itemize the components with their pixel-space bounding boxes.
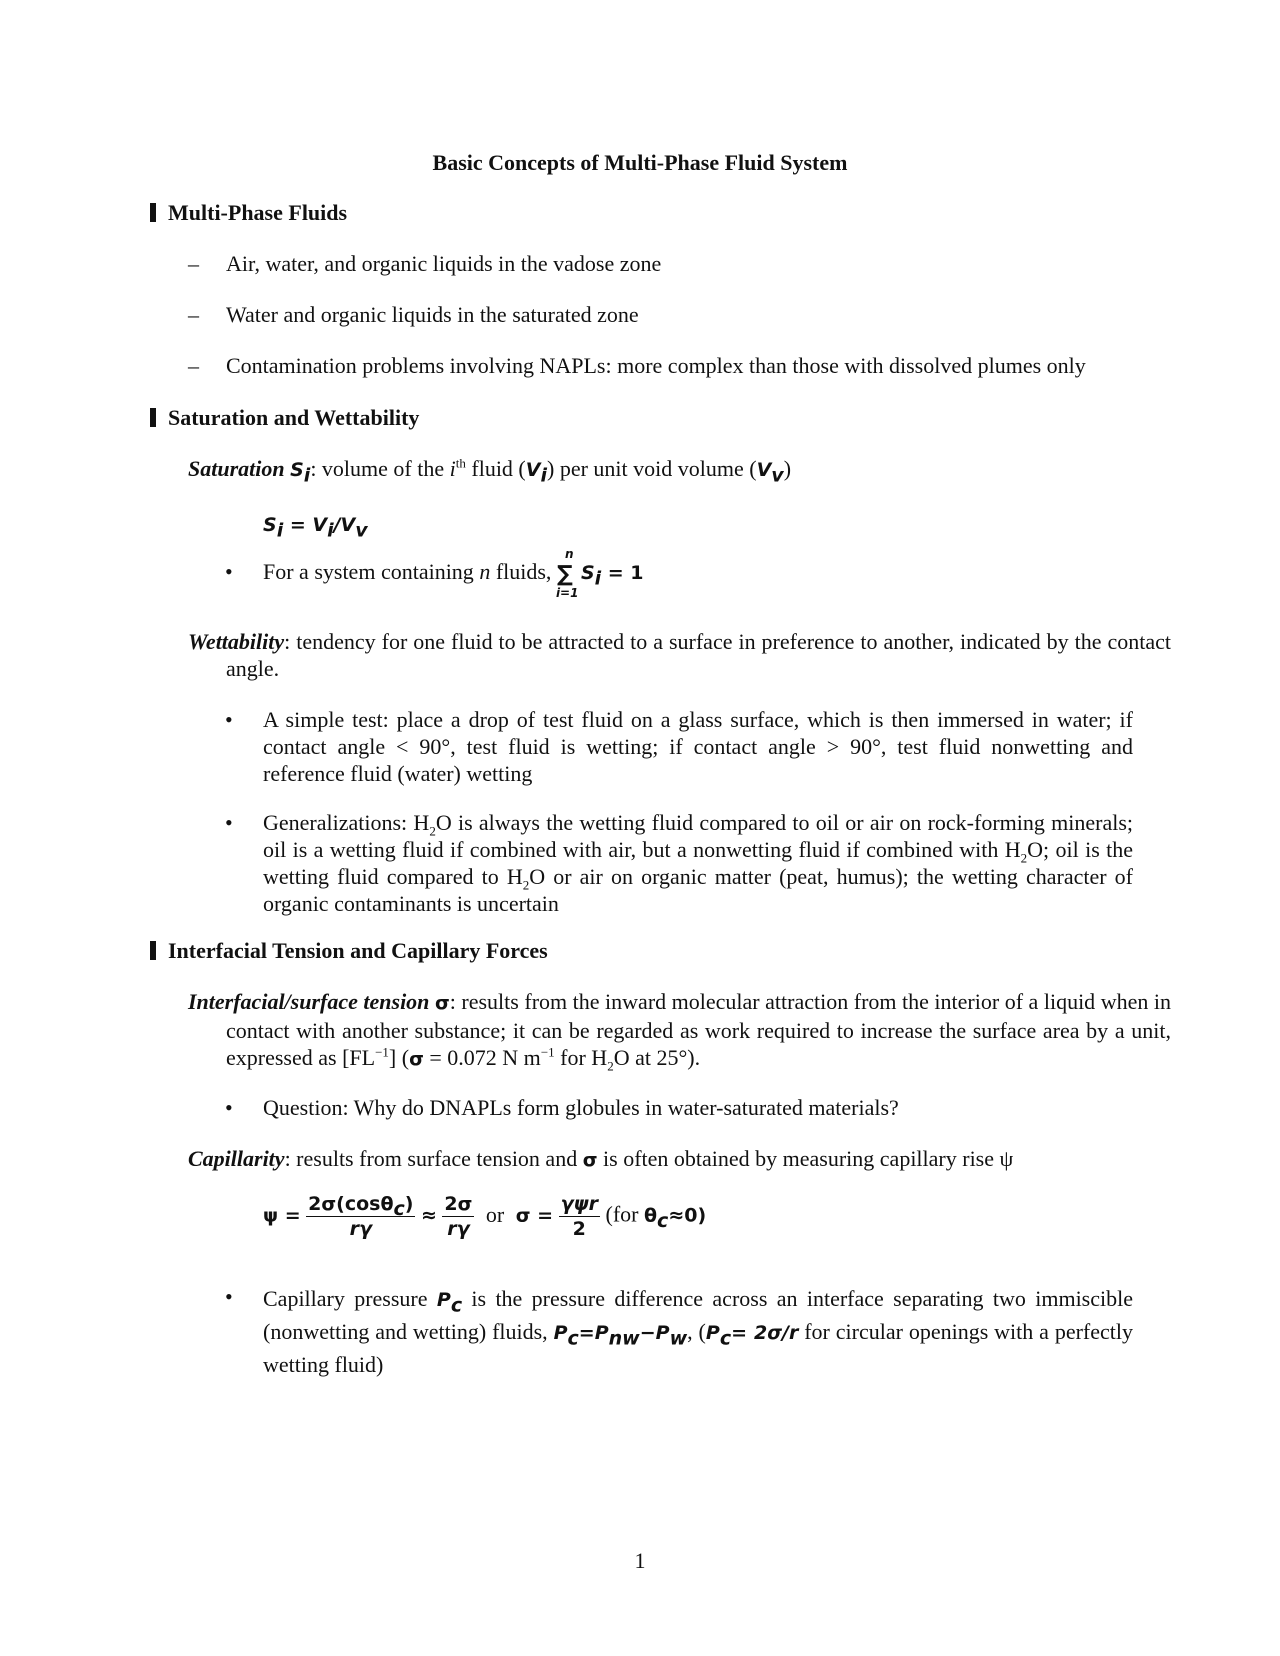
fraction: $\frac{\text{γψr}}{2}$	[560, 1193, 598, 1240]
term: Capillarity	[188, 1146, 285, 1171]
bullet-marker: •	[225, 707, 233, 732]
capillary-rise-equation: ψ = $\frac{2\sigma(\cos\theta_c)}{r\gamma}$ ≈ $\frac{2\sigma}{r\gamma}$ or σ = $\frac{\text{γψr}}{2}$ (for $\theta_c\approx 0$)	[263, 1193, 707, 1240]
summation-symbol: n ∑ i=1	[555, 547, 579, 600]
bullet-marker: •	[225, 559, 233, 584]
wettability-definition: Wettability: tendency for one fluid to be attracted to a surface in preference to another, indicated by the contact angle.	[188, 629, 1171, 681]
section-heading-multiphase	[150, 199, 347, 226]
list-item: Air, water, and organic liquids in the vadose zone	[226, 251, 662, 276]
saturation-definition: Saturation $S_i$: volume of the $i^{th}$ fluid $(V_i)$ per unit void volume $(V_v)$	[188, 455, 792, 487]
section-heading-text: Saturation and Wettability	[168, 405, 420, 430]
saturation-equation: $S_i = V_i/V_v$	[263, 514, 368, 542]
bullet-marker: •	[225, 1095, 233, 1120]
document-title: Basic Concepts of Multi-Phase Fluid System	[432, 150, 848, 175]
capillarity-definition: Capillarity: results from surface tension and σ is often obtained by measuring capillary rise ψ	[188, 1146, 1014, 1171]
wettability-test: A simple test: place a drop of test fluid on a glass surface, which is then immersed in water; if contact angle < 90°, test fluid is wetting; if contact angle > 90°, test fluid nonwetting and reference fluid (water) wetting	[263, 707, 1133, 786]
dash-marker: –	[188, 251, 199, 276]
list-item: Contamination problems involving NAPLs: more complex than those with dissolved plumes only	[226, 353, 1086, 378]
section-heading-saturation	[150, 404, 419, 431]
section-heading-interfacial	[150, 937, 548, 964]
dash-marker: –	[188, 353, 199, 378]
section-bullet-icon	[150, 941, 156, 960]
fraction: $\frac{2\sigma(\cos\theta_c)}{r\gamma}$	[308, 1193, 414, 1240]
list-item: Water and organic liquids in the saturated zone	[226, 302, 639, 327]
bullet-marker: •	[225, 1284, 233, 1309]
term: Saturation	[188, 456, 285, 481]
bullet-marker: •	[225, 810, 233, 835]
sum-rule: For a system containing n fluids, n ∑ i=1 $S_i = 1$	[263, 547, 644, 600]
section-heading-text: Multi-Phase Fluids	[168, 200, 348, 225]
section-heading-text: Interfacial Tension and Capillary Forces	[168, 938, 548, 963]
fraction: $\frac{2\sigma}{r\gamma}$	[444, 1193, 473, 1240]
dnapl-question: Question: Why do DNAPLs form globules in water-saturated materials?	[263, 1095, 899, 1120]
dash-marker: –	[188, 302, 199, 327]
term: Interfacial/surface tension	[188, 989, 430, 1014]
page-number: 1	[634, 1548, 646, 1573]
term: Wettability	[188, 629, 285, 654]
section-bullet-icon	[150, 203, 156, 222]
section-bullet-icon	[150, 408, 156, 427]
interfacial-tension-definition: Interfacial/surface tension σ: results from the inward molecular attraction from the interior of a liquid when in contact with another substance; it can be regarded as work required to increase the surface area by a unit, expressed as $[FL^{-1}] (\sigma = 0.072$ N $m^{-1}$ for $H_2O$ at 25°).	[188, 989, 1171, 1074]
capillary-pressure: Capillary pressure $P_c$ is the pressure difference across an interface separating two immiscible (nonwetting and wetting) fluids, $P_c=P_{nw}-P_w$, ($P_c= 2\sigma/r$ for circular openings with a perfectly wetting fluid)	[263, 1286, 1133, 1377]
wettability-generalizations: Generalizations: $H_2O$ is always the wetting fluid compared to oil or air on rock-forming minerals; oil is a wetting fluid if combined with air, but a nonwetting fluid if combined with $H_2O$; oil is the wetting fluid compared to $H_2O$ or air on organic matter (peat, humus); the wetting character of organic contaminants is uncertain	[263, 810, 1133, 916]
